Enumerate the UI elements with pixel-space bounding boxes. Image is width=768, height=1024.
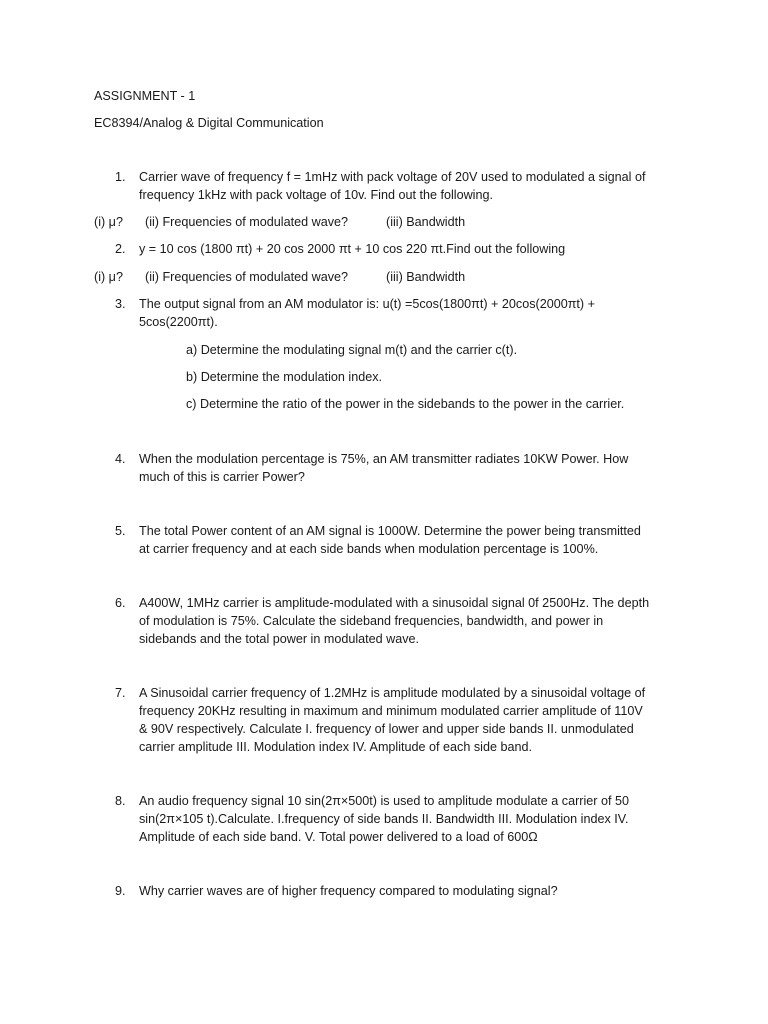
question-number: 5.: [115, 524, 126, 538]
question-text: The total Power content of an AM signal is 1000W. Determine the power being transmitted at carrier frequency and at each side bands when modulation percentage is 100%.: [139, 524, 641, 556]
question-text: Carrier wave of frequency f = 1mHz with pack voltage of 20V used to modulated a signal of frequency 1kHz with pack voltage of 10v. Find out the following.: [139, 170, 646, 202]
option-mu: (i) μ?: [94, 270, 123, 284]
question-number: 4.: [115, 452, 126, 466]
question-text: The output signal from an AM modulator is: u(t) =5cos(1800πt) + 20cos(2000πt) + 5cos(2200πt).: [139, 297, 595, 329]
option-frequencies: (ii) Frequencies of modulated wave?: [145, 270, 349, 284]
option-mu: (i) μ?: [94, 215, 123, 229]
question-1-options: [94, 213, 594, 231]
question-number: 2.: [115, 242, 126, 256]
option-bandwidth: (iii) Bandwidth: [386, 215, 466, 229]
question-text: y = 10 cos (1800 πt) + 20 cos 2000 πt + 10 cos 220 πt.Find out the following: [139, 242, 566, 256]
question-text: An audio frequency signal 10 sin(2π×500t) is used to amplitude modulate a carrier of 50 sin(2π×105 t).Calculate. I.frequency of side bands II. Bandwidth III. Modulation index IV. Amplitude of each side band. V. Total power delivered to a load of 600Ω: [139, 794, 629, 844]
question-3-part-b: b) Determine the modulation index.: [186, 370, 383, 384]
question-number: 8.: [115, 794, 126, 808]
question-3-part-a: a) Determine the modulating signal m(t) and the carrier c(t).: [186, 343, 518, 357]
question-text: A Sinusoidal carrier frequency of 1.2MHz is amplitude modulated by a sinusoidal voltage of frequency 20KHz resulting in maximum and minimum modulated carrier amplitude of 110V & 90V respectively. Calculate I. frequency of lower and upper side bands II. unmodulated carrier amplitude III. Modulation index IV. Amplitude of each side band.: [139, 686, 646, 754]
question-number: 7.: [115, 686, 126, 700]
option-frequencies: (ii) Frequencies of modulated wave?: [145, 215, 349, 229]
question-text: A400W, 1MHz carrier is amplitude-modulated with a sinusoidal signal 0f 2500Hz. The depth of modulation is 75%. Calculate the sideband frequencies, bandwidth, and power in sidebands and the total power in modulated wave.: [139, 596, 650, 646]
option-bandwidth: (iii) Bandwidth: [386, 270, 466, 284]
question-number: 1.: [115, 170, 126, 184]
question-number: 9.: [115, 884, 126, 898]
question-3-part-c: c) Determine the ratio of the power in the sidebands to the power in the carrier.: [186, 397, 625, 411]
assignment-title: ASSIGNMENT - 1: [94, 89, 196, 103]
question-text: When the modulation percentage is 75%, an AM transmitter radiates 10KW Power. How much of this is carrier Power?: [139, 452, 629, 484]
question-2-options: [94, 268, 594, 286]
course-title: EC8394/Analog & Digital Communication: [94, 116, 324, 130]
question-number: 6.: [115, 596, 126, 610]
question-text: Why carrier waves are of higher frequency compared to modulating signal?: [139, 884, 558, 898]
question-number: 3.: [115, 297, 126, 311]
